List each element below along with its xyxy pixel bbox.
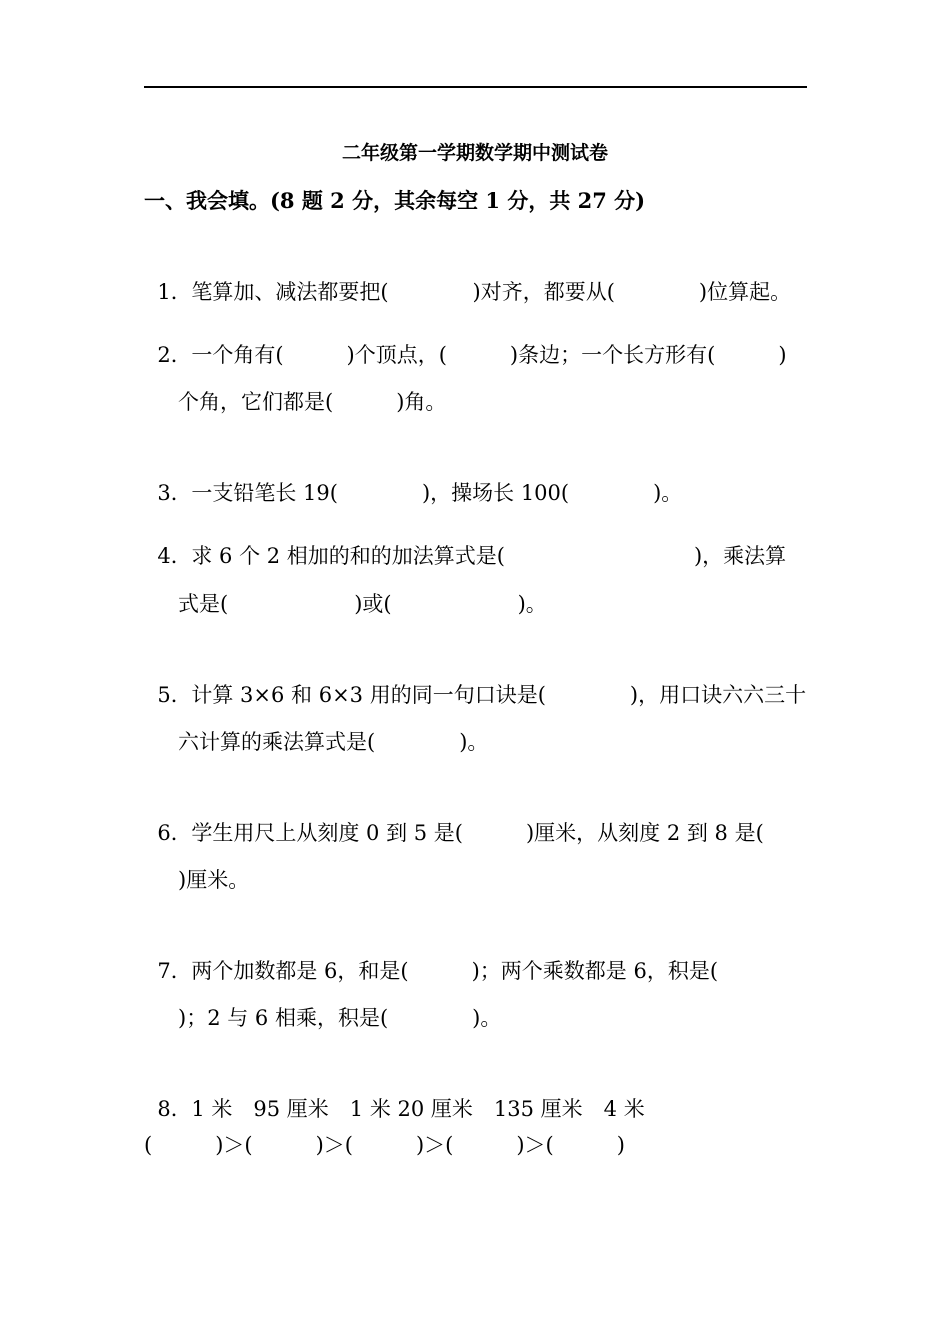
question-2 xyxy=(144,313,787,369)
question-number: 2． xyxy=(157,343,192,367)
question-text: 两个加数都是 6，和是( )；两个乘数都是 6，积是( xyxy=(191,959,719,983)
question-6-continuation: )厘米。 xyxy=(178,868,250,892)
question-number: 7． xyxy=(157,959,192,983)
question-4-continuation: 式是( )或( )。 xyxy=(178,592,547,616)
section-heading: 一、我会填。(8 题 2 分，其余每空 1 分，共 27 分) xyxy=(144,188,646,213)
question-text: 笔算加、减法都要把( )对齐，都要从( )位算起。 xyxy=(191,280,792,304)
question-number: 5． xyxy=(157,683,192,707)
order-blanks-line: ( )＞( )＞( )＞( )＞( ) xyxy=(144,1133,625,1157)
question-7-continuation: )；2 与 6 相乘，积是( )。 xyxy=(178,1006,502,1030)
question-5 xyxy=(144,653,806,709)
question-text: 1 米 95 厘米 1 米 20 厘米 135 厘米 4 米 xyxy=(191,1097,645,1121)
question-number: 1． xyxy=(157,280,192,304)
top-rule xyxy=(144,86,807,88)
question-text: 计算 3×6 和 6×3 用的同一句口诀是( )，用口诀六六三十 xyxy=(191,683,807,707)
question-number: 6． xyxy=(157,821,192,845)
page-title: 二年级第一学期数学期中测试卷 xyxy=(341,142,608,164)
question-8 xyxy=(144,1067,645,1123)
question-number: 4． xyxy=(157,544,192,568)
question-3 xyxy=(144,451,682,507)
question-text: 一支铅笔长 19( )，操场长 100( )。 xyxy=(191,481,683,505)
question-text: 学生用尺上从刻度 0 到 5 是( )厘米，从刻度 2 到 8 是( xyxy=(191,821,764,845)
question-7 xyxy=(144,929,718,985)
question-number: 3． xyxy=(157,481,192,505)
question-2-continuation: 个角，它们都是( )角。 xyxy=(178,390,447,414)
question-number: 8． xyxy=(157,1097,192,1121)
question-5-continuation: 六计算的乘法算式是( )。 xyxy=(178,730,489,754)
question-text: 一个角有( )个顶点，( )条边；一个长方形有( ) xyxy=(191,343,787,367)
question-6 xyxy=(144,791,764,847)
question-1 xyxy=(144,250,791,306)
question-text: 求 6 个 2 相加的和的加法算式是( )，乘法算 xyxy=(191,544,787,568)
question-4 xyxy=(144,514,786,570)
